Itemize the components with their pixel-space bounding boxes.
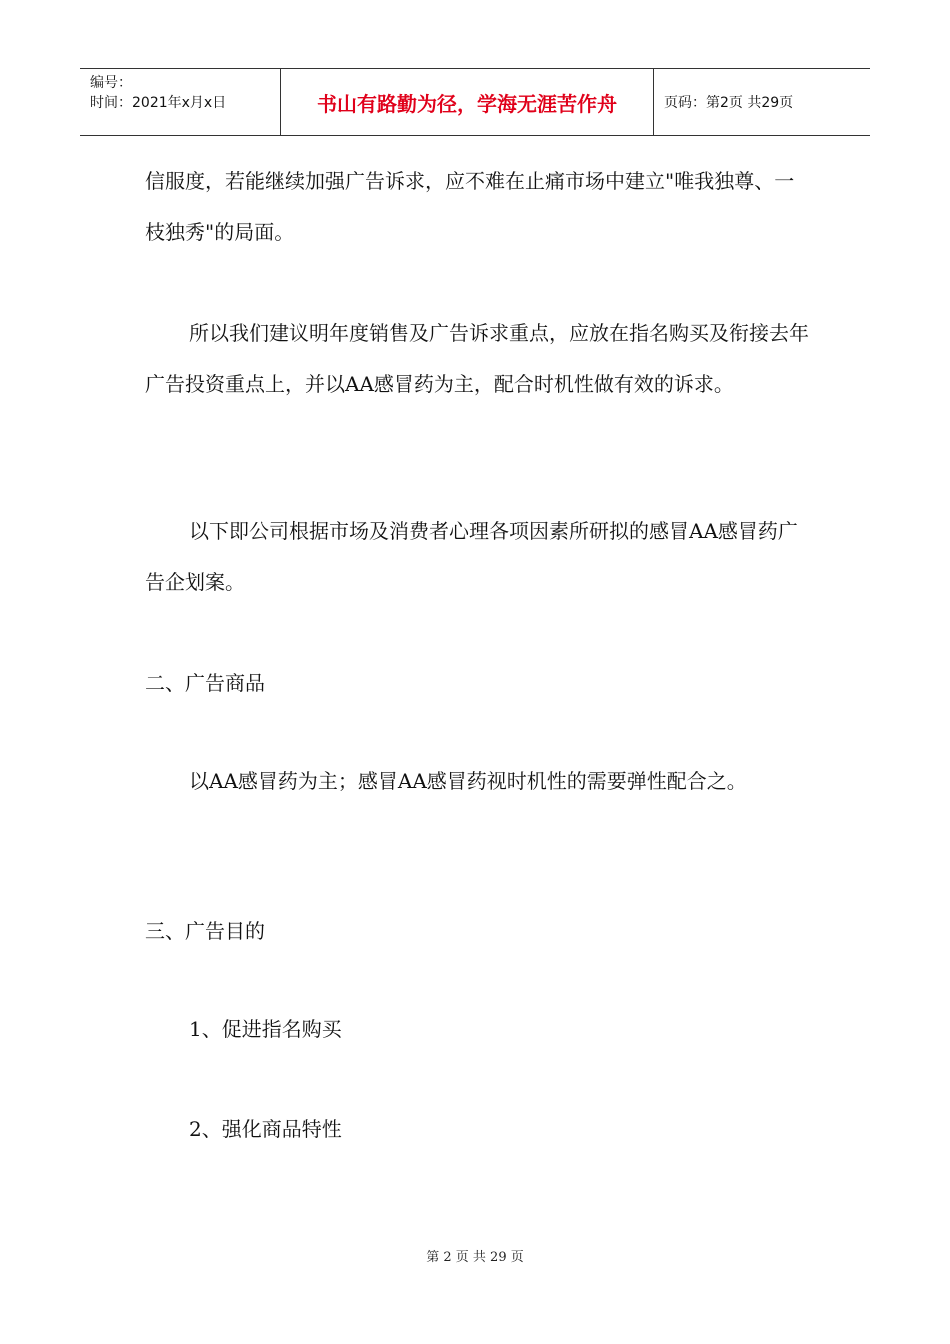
document-time-label: 时间：2021年x月x日 [90,95,227,111]
list-item-2: 2、强化商品特性 [189,1117,342,1141]
section-heading-2: 二、广告商品 [145,671,265,695]
header-motto: 书山有路勤为径，学海无涯苦作舟 [281,69,654,135]
document-header [80,68,870,136]
list-item-1: 1、促进指名购买 [189,1017,342,1041]
document-number-label: 编号： [90,75,132,91]
paragraph-2: 所以我们建议明年度销售及广告诉求重点，应放在指名购买及衔接去年广告投资重点上，并以AA感冒药为主，配合时机性做有效的诉求。 [145,321,809,396]
page-footer: 第 2 页 共 29 页 [426,1250,524,1265]
paragraph-4: 以AA感冒药为主；感冒AA感冒药视时机性的需要弹性配合之。 [189,769,747,793]
header-page-info: 页码：第2页 共29页 [664,95,794,111]
paragraph-3: 以下即公司根据市场及消费者心理各项因素所研拟的感冒AA感冒药广告企划案。 [145,519,798,594]
header-meta-cell [80,69,281,135]
section-heading-3: 三、广告目的 [145,919,265,943]
paragraph-1: 信服度，若能继续加强广告诉求，应不难在止痛市场中建立"唯我独尊、一枝独秀"的局面。 [145,169,795,244]
